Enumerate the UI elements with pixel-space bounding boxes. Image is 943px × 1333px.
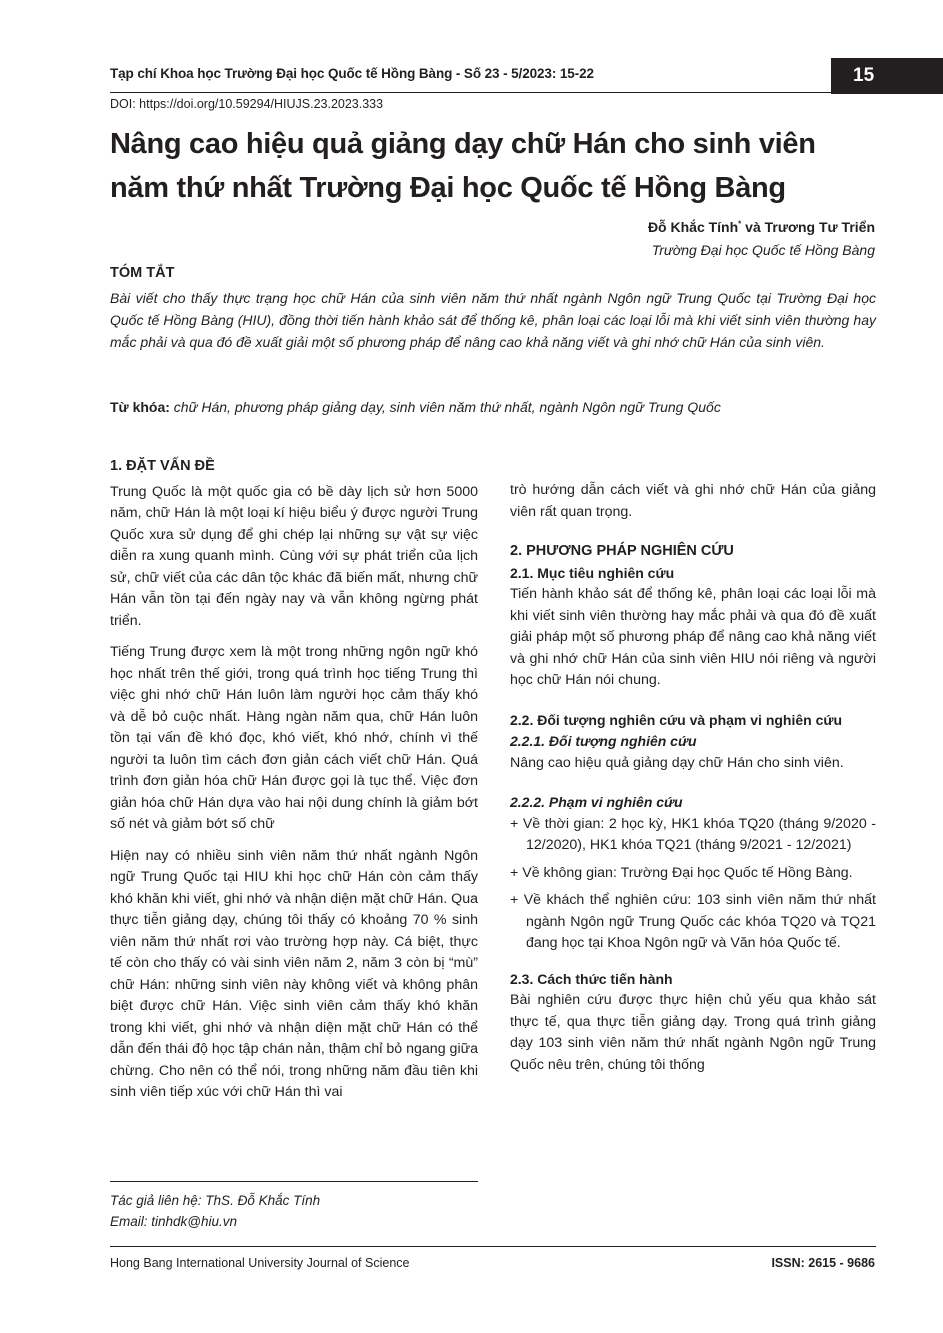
article-title [110, 122, 880, 210]
list-item: + Về thời gian: 2 học kỳ, HK1 khóa TQ20 (tháng 9/2020 - 12/2020), HK1 khóa TQ21 (tháng 9/2021 - 12/2021) [510, 815, 876, 853]
paragraph: Tiến hành khảo sát để thống kê, phân loại các loại lỗi mà khi viết sinh viên thường hay mắc phải và qua đó đề xuất giải pháp một số phương pháp để nâng cao khả năng viết và ghi nhớ chữ Hán của sinh viên HIU nói riêng và người học chữ Hán nói chung. [510, 586, 876, 688]
affiliation: Trường Đại học Quốc tế Hồng Bàng [651, 242, 875, 258]
left-column [110, 456, 478, 1114]
doi-link[interactable]: DOI: https://doi.org/10.59294/HIUJS.23.2023.333 [110, 97, 384, 111]
paragraph: Nâng cao hiệu quả giảng dạy chữ Hán cho sinh viên. [510, 754, 844, 771]
footer-journal-name: Hong Bang International University Journal of Science [110, 1256, 410, 1270]
abstract-heading: TÓM TẮT [110, 265, 175, 281]
section-2-heading: 2. PHƯƠNG PHÁP NGHIÊN CỨU [510, 543, 734, 559]
list-item: + Về không gian: Trường Đại học Quốc tế Hồng Bàng. [510, 864, 853, 881]
footnote-divider [110, 1181, 478, 1182]
section-2-3-heading: 2.3. Cách thức tiến hành [510, 970, 673, 987]
header-divider [110, 92, 831, 93]
paragraph: Hiện nay có nhiều sinh viên năm thứ nhất ngành Ngôn ngữ Trung Quốc tại HIU khi học chữ Hán còn cảm thấy khó khăn khi viết, ghi nhớ và nhận diện mặt chữ Hán. Qua thực tiễn giảng dạy, chúng tôi thấy có khoảng 70 % sinh viên năm thứ nhất rơi vào trường hợp này. Cá biệt, thực tế còn cho thấy có vài sinh viên năm 2, năm 3 còn bị “mù” chữ Hán: những sinh viên này không viết và không phân biệt được chữ Hán. Việc sinh viên cảm thấy khó khăn trong khi viết, ghi nhớ và nhận diện mặt chữ Hán có thể dẫn đến thái độ học tập chán nản, thậm chỉ bỏ ngang giữa chừng. Cho nên có thể nói, trong những năm đầu tiên khi sinh viên tiếp xúc với chữ Hán thì vai [110, 847, 478, 1100]
authors [648, 219, 875, 235]
abstract-text: Bài viết cho thấy thực trạng học chữ Hán của sinh viên năm thứ nhất ngành Ngôn ngữ Trung Quốc tại Trường Đại học Quốc tế Hồng Bàng (HIU), đồng thời tiến hành khảo sát để thống kê, phân loại các loại lỗi mà khi viết sinh viên thường hay mắc phải và qua đó đề xuất giải một số phương pháp để nâng cao khả năng viết và ghi nhớ chữ Hán của sinh viên. [110, 290, 876, 350]
author-1: Đỗ Khắc Tính [647, 219, 739, 235]
list-item: + Về khách thể nghiên cứu: 103 sinh viên năm thứ nhất ngành Ngôn ngữ Trung Quốc các khóa TQ20 và TQ21 đang học tại Khoa Ngôn ngữ và Văn hóa Quốc tế. [510, 892, 876, 951]
keywords-text: chữ Hán, phương pháp giảng dạy, sinh viên năm thứ nhất, ngành Ngôn ngữ Trung Quốc [169, 399, 721, 415]
corresponding-author: Tác giả liên hệ: ThS. Đỗ Khắc Tính [110, 1193, 321, 1208]
section-2-2-1-heading: 2.2.1. Đối tượng nghiên cứu [510, 733, 697, 749]
keywords-label: Từ khóa: [110, 399, 170, 415]
paragraph: Tiếng Trung được xem là một trong những ngôn ngữ khó học nhất trên thế giới, trong quá trình học tiếng Trung thì việc ghi nhớ chữ Hán luôn làm người học cảm thấy khó và dễ bỏ cuộc nhất. Hàng ngàn năm qua, chữ Hán luôn tồn tại vấn đề khó đọc, khó viết, khó nhớ, chính vì thế người ta luôn tìm cách đơn giản cách viết chữ Hán. Quá trình đơn giản hóa chữ Hán được gọi là tục thể. Việc đơn giản hóa chữ Hán dựa vào hai nội dung chính là giảm bớt số nét và giảm bớt số chữ [110, 644, 478, 832]
section-2-2-heading: 2.2. Đối tượng nghiên cứu và phạm vi nghiên cứu [510, 711, 843, 728]
corresponding-mark: * [738, 219, 742, 229]
footer-issn: ISSN: 2615 - 9686 [771, 1256, 875, 1270]
author-2: và Trương Tư Triển [741, 219, 875, 235]
author-email[interactable]: Email: tinhdk@hiu.vn [110, 1214, 238, 1229]
paragraph: trò hướng dẫn cách viết và ghi nhớ chữ Hán của giảng viên rất quan trọng. [510, 482, 876, 520]
section-2-2-2-heading: 2.2.2. Phạm vi nghiên cứu [510, 794, 683, 810]
footer-divider [110, 1246, 876, 1247]
section-1-heading: 1. ĐẶT VẤN ĐỀ [110, 458, 215, 474]
keywords [110, 399, 876, 415]
footnote [110, 1190, 320, 1232]
section-2-1-heading: 2.1. Mục tiêu nghiên cứu [510, 564, 675, 581]
right-column [510, 480, 876, 1086]
paragraph: Bài nghiên cứu được thực hiện chủ yếu qua khảo sát thực tế, qua thực tiễn giảng dạy. Trong quá trình giảng dạy 103 sinh viên năm thứ nhất ngành Ngôn ngữ Trung Quốc nêu trên, chúng tôi thống [510, 992, 876, 1073]
paragraph: Trung Quốc là một quốc gia có bề dày lịch sử hơn 5000 năm, chữ Hán là một loại kí hiệu biểu ý được người Trung Quốc xưa sử dụng để ghi chép lại những sự vật sự việc diễn ra xung quanh mình. Cùng với sự phát triển của lịch sử, chữ viết của các dân tộc khác đã biến mất, nhưng chữ Hán vẫn tồn tại đến ngày nay và vẫn không ngừng phát triển. [110, 483, 478, 629]
journal-header: Tạp chí Khoa học Trường Đại học Quốc tế Hồng Bàng - Số 23 - 5/2023: 15-22 [110, 66, 594, 81]
title-line-1: Nâng cao hiệu quả giảng dạy chữ Hán cho sinh viên [110, 128, 816, 160]
title-line-2: năm thứ nhất Trường Đại học Quốc tế Hồng Bàng [110, 172, 786, 204]
page-number: 15 [831, 58, 943, 94]
